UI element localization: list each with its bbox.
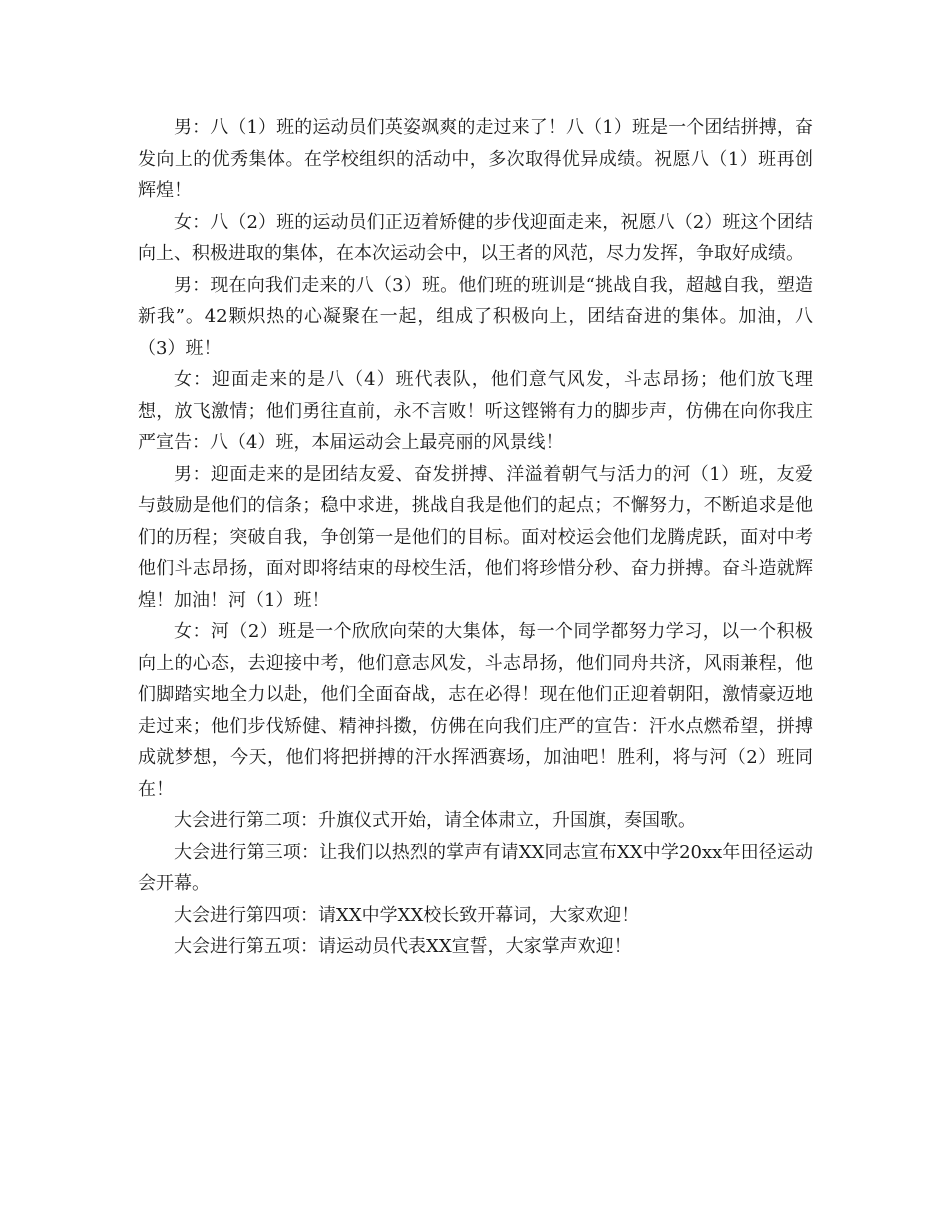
paragraph-item-2: 大会进行第二项：升旗仪式开始，请全体肃立，升国旗，奏国歌。 (174, 810, 696, 831)
paragraph-class-8-1: 男：八（1）班的运动员们英姿飒爽的走过来了！八（1）班是一个团结拼搏，奋发向上的优秀集体。在学校组织的活动中，多次取得优异成绩。祝愿八（1）班再创辉煌！ (138, 117, 813, 201)
paragraph-item-5: 大会进行第五项：请运动员代表XX宣誓，大家掌声欢迎！ (174, 936, 632, 957)
paragraph-class-8-2: 女：八（2）班的运动员们正迈着矫健的步伐迎面走来，祝愿八（2）班这个团结向上、积极进取的集体，在本次运动会中，以王者的风范，尽力发挥，争取好成绩。 (138, 211, 813, 264)
paragraph-item-4: 大会进行第四项：请XX中学XX校长致开幕词，大家欢迎！ (174, 904, 640, 926)
paragraph-class-he-2: 女：河（2）班是一个欣欣向荣的大集体，每一个同学都努力学习，以一个积极向上的心态，去迎接中考，他们意志风发，斗志昂扬，他们同舟共济，风雨兼程，他们脚踏实地全力以赴，他们全面奋战，志在必得！现在他们正迎着朝阳，激情豪迈地走过来；他们步伐矫健、精神抖擞，仿佛在向我们庄严的宣告：汗水点燃希望，拼搏成就梦想，今天，他们将把拼搏的汗水挥洒赛场，加油吧！胜利，将与河（2）班同在！ (138, 621, 813, 800)
paragraph-class-he-1: 男：迎面走来的是团结友爱、奋发拼搏、洋溢着朝气与活力的河（1）班，友爱与鼓励是他们的信条；稳中求进，挑战自我是他们的起点；不懈努力，不断追求是他们的历程；突破自我，争创第一是他们的目标。面对校运会他们龙腾虎跃，面对中考他们斗志昂扬，面对即将结束的母校生活，他们将珍惜分秒、奋力拼搏。奋斗造就辉煌！加油！河（1）班！ (138, 463, 813, 611)
paragraph-class-8-4: 女：迎面走来的是八（4）班代表队，他们意气风发，斗志昂扬；他们放飞理想，放飞激情；他们勇往直前，永不言败！听这铿锵有力的脚步声，仿佛在向你我庄严宣告：八（4）班，本届运动会上最亮丽的风景线！ (138, 369, 813, 453)
document-body (138, 112, 813, 963)
paragraph-class-8-3: 男：现在向我们走来的八（3）班。他们班的班训是“挑战自我，超越自我，塑造新我”。42颗炽热的心凝聚在一起，组成了积极向上，团结奋进的集体。加油，八（3）班！ (138, 274, 813, 359)
paragraph-item-3: 大会进行第三项：让我们以热烈的掌声有请XX同志宣布XX中学20xx年田径运动会开幕。 (138, 841, 813, 894)
